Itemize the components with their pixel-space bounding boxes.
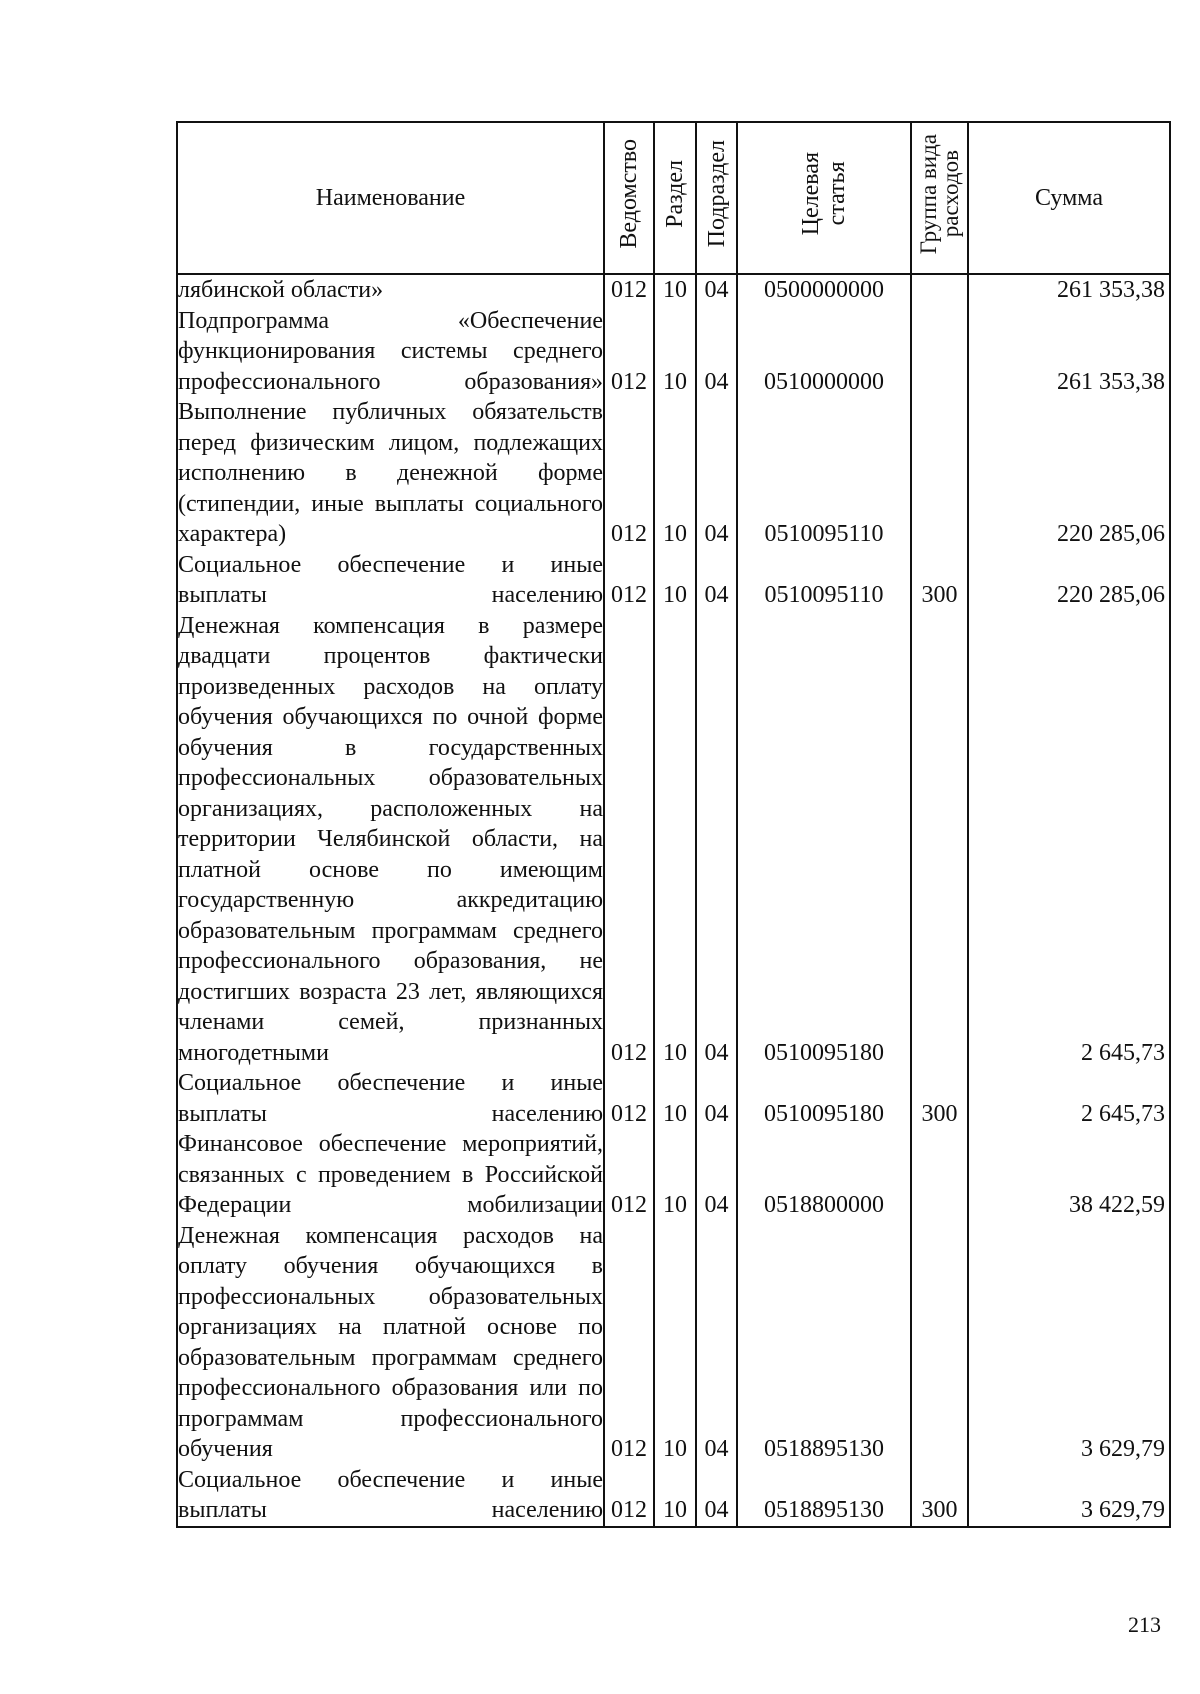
- table-row: [177, 1068, 1170, 1129]
- row-vedomstvo: 012: [604, 397, 654, 550]
- row-podrazdel: 04: [696, 274, 737, 306]
- budget-table: [176, 121, 1171, 1528]
- row-gruppa: 300: [911, 550, 968, 611]
- row-name: Денежная компенсация расходов на оплату обучения обучающихся в профессиональных образовательных организациях на платной основе по образовательным программам среднего профессионального образования или по программам профессионального обучения: [177, 1221, 604, 1465]
- row-razdel: 10: [654, 611, 696, 1069]
- row-gruppa: [911, 1221, 968, 1465]
- row-name: Финансовое обеспечение мероприятий, связанных с проведением в Российской Федерации мобилизации: [177, 1129, 604, 1221]
- row-celevaya-statya: 0500000000: [737, 274, 911, 306]
- row-razdel: 10: [654, 1221, 696, 1465]
- row-summa: 220 285,06: [968, 550, 1170, 611]
- row-celevaya-statya: 0510000000: [737, 306, 911, 398]
- header-gruppa-vida-rashodov: Группа вида расходов: [911, 122, 968, 274]
- row-summa: 261 353,38: [968, 306, 1170, 398]
- row-gruppa: [911, 306, 968, 398]
- row-razdel: 10: [654, 274, 696, 306]
- row-vedomstvo: 012: [604, 1221, 654, 1465]
- row-podrazdel: 04: [696, 611, 737, 1069]
- row-gruppa: 300: [911, 1068, 968, 1129]
- row-summa: 261 353,38: [968, 274, 1170, 306]
- header-row: [177, 122, 1170, 274]
- row-gruppa: 300: [911, 1465, 968, 1527]
- row-name: Социальное обеспечение и иные выплаты населению: [177, 1068, 604, 1129]
- row-celevaya-statya: 0510095180: [737, 611, 911, 1069]
- row-gruppa: [911, 1129, 968, 1221]
- row-summa: 38 422,59: [968, 1129, 1170, 1221]
- row-podrazdel: 04: [696, 397, 737, 550]
- header-name: Наименование: [177, 122, 604, 274]
- row-summa: 2 645,73: [968, 1068, 1170, 1129]
- row-celevaya-statya: 0518895130: [737, 1221, 911, 1465]
- row-vedomstvo: 012: [604, 1068, 654, 1129]
- row-vedomstvo: 012: [604, 274, 654, 306]
- table-row: [177, 306, 1170, 398]
- row-razdel: 10: [654, 550, 696, 611]
- header-celevaya-statya: Целевая статья: [737, 122, 911, 274]
- row-summa: 3 629,79: [968, 1221, 1170, 1465]
- row-summa: 3 629,79: [968, 1465, 1170, 1527]
- table-row: [177, 274, 1170, 306]
- row-summa: 2 645,73: [968, 611, 1170, 1069]
- row-vedomstvo: 012: [604, 611, 654, 1069]
- row-celevaya-statya: 0510095180: [737, 1068, 911, 1129]
- row-podrazdel: 04: [696, 1129, 737, 1221]
- header-podrazdel: Подраздел: [696, 122, 737, 274]
- row-summa: 220 285,06: [968, 397, 1170, 550]
- row-razdel: 10: [654, 397, 696, 550]
- row-celevaya-statya: 0510095110: [737, 550, 911, 611]
- header-razdel: Раздел: [654, 122, 696, 274]
- row-razdel: 10: [654, 306, 696, 398]
- header-vedomstvo: Ведомство: [604, 122, 654, 274]
- row-celevaya-statya: 0518895130: [737, 1465, 911, 1527]
- row-vedomstvo: 012: [604, 306, 654, 398]
- row-name: Денежная компенсация в размере двадцати процентов фактически произведенных расходов на оплату обучения обучающихся по очной форме обучения в государственных профессиональных образовательных организациях, расположенных на территории Челябинской области, на платной основе по имеющим государственную аккредитацию образовательным программам среднего профессионального образования, не достигших возраста 23 лет, являющихся членами семей, признанных многодетными: [177, 611, 604, 1069]
- row-celevaya-statya: 0510095110: [737, 397, 911, 550]
- row-name: Социальное обеспечение и иные выплаты населению: [177, 1465, 604, 1527]
- row-razdel: 10: [654, 1129, 696, 1221]
- row-gruppa: [911, 397, 968, 550]
- row-vedomstvo: 012: [604, 1129, 654, 1221]
- row-gruppa: [911, 274, 968, 306]
- row-name: Социальное обеспечение и иные выплаты населению: [177, 550, 604, 611]
- row-vedomstvo: 012: [604, 550, 654, 611]
- row-razdel: 10: [654, 1068, 696, 1129]
- row-podrazdel: 04: [696, 1221, 737, 1465]
- table-row: [177, 611, 1170, 1069]
- row-name: Подпрограмма «Обеспечение функционирования системы среднего профессионального образования»: [177, 306, 604, 398]
- table-row: [177, 550, 1170, 611]
- row-vedomstvo: 012: [604, 1465, 654, 1527]
- page-number: 213: [1128, 1612, 1161, 1637]
- row-podrazdel: 04: [696, 306, 737, 398]
- row-name: Выполнение публичных обязательств перед физическим лицом, подлежащих исполнению в денежной форме (стипендии, иные выплаты социального характера): [177, 397, 604, 550]
- table-row: [177, 1221, 1170, 1465]
- table-row: [177, 1465, 1170, 1527]
- table-row: [177, 397, 1170, 550]
- row-name: лябинской области»: [177, 274, 604, 306]
- table-row: [177, 1129, 1170, 1221]
- row-razdel: 10: [654, 1465, 696, 1527]
- row-podrazdel: 04: [696, 1465, 737, 1527]
- header-summa: Сумма: [968, 122, 1170, 274]
- row-podrazdel: 04: [696, 1068, 737, 1129]
- row-podrazdel: 04: [696, 550, 737, 611]
- row-celevaya-statya: 0518800000: [737, 1129, 911, 1221]
- row-gruppa: [911, 611, 968, 1069]
